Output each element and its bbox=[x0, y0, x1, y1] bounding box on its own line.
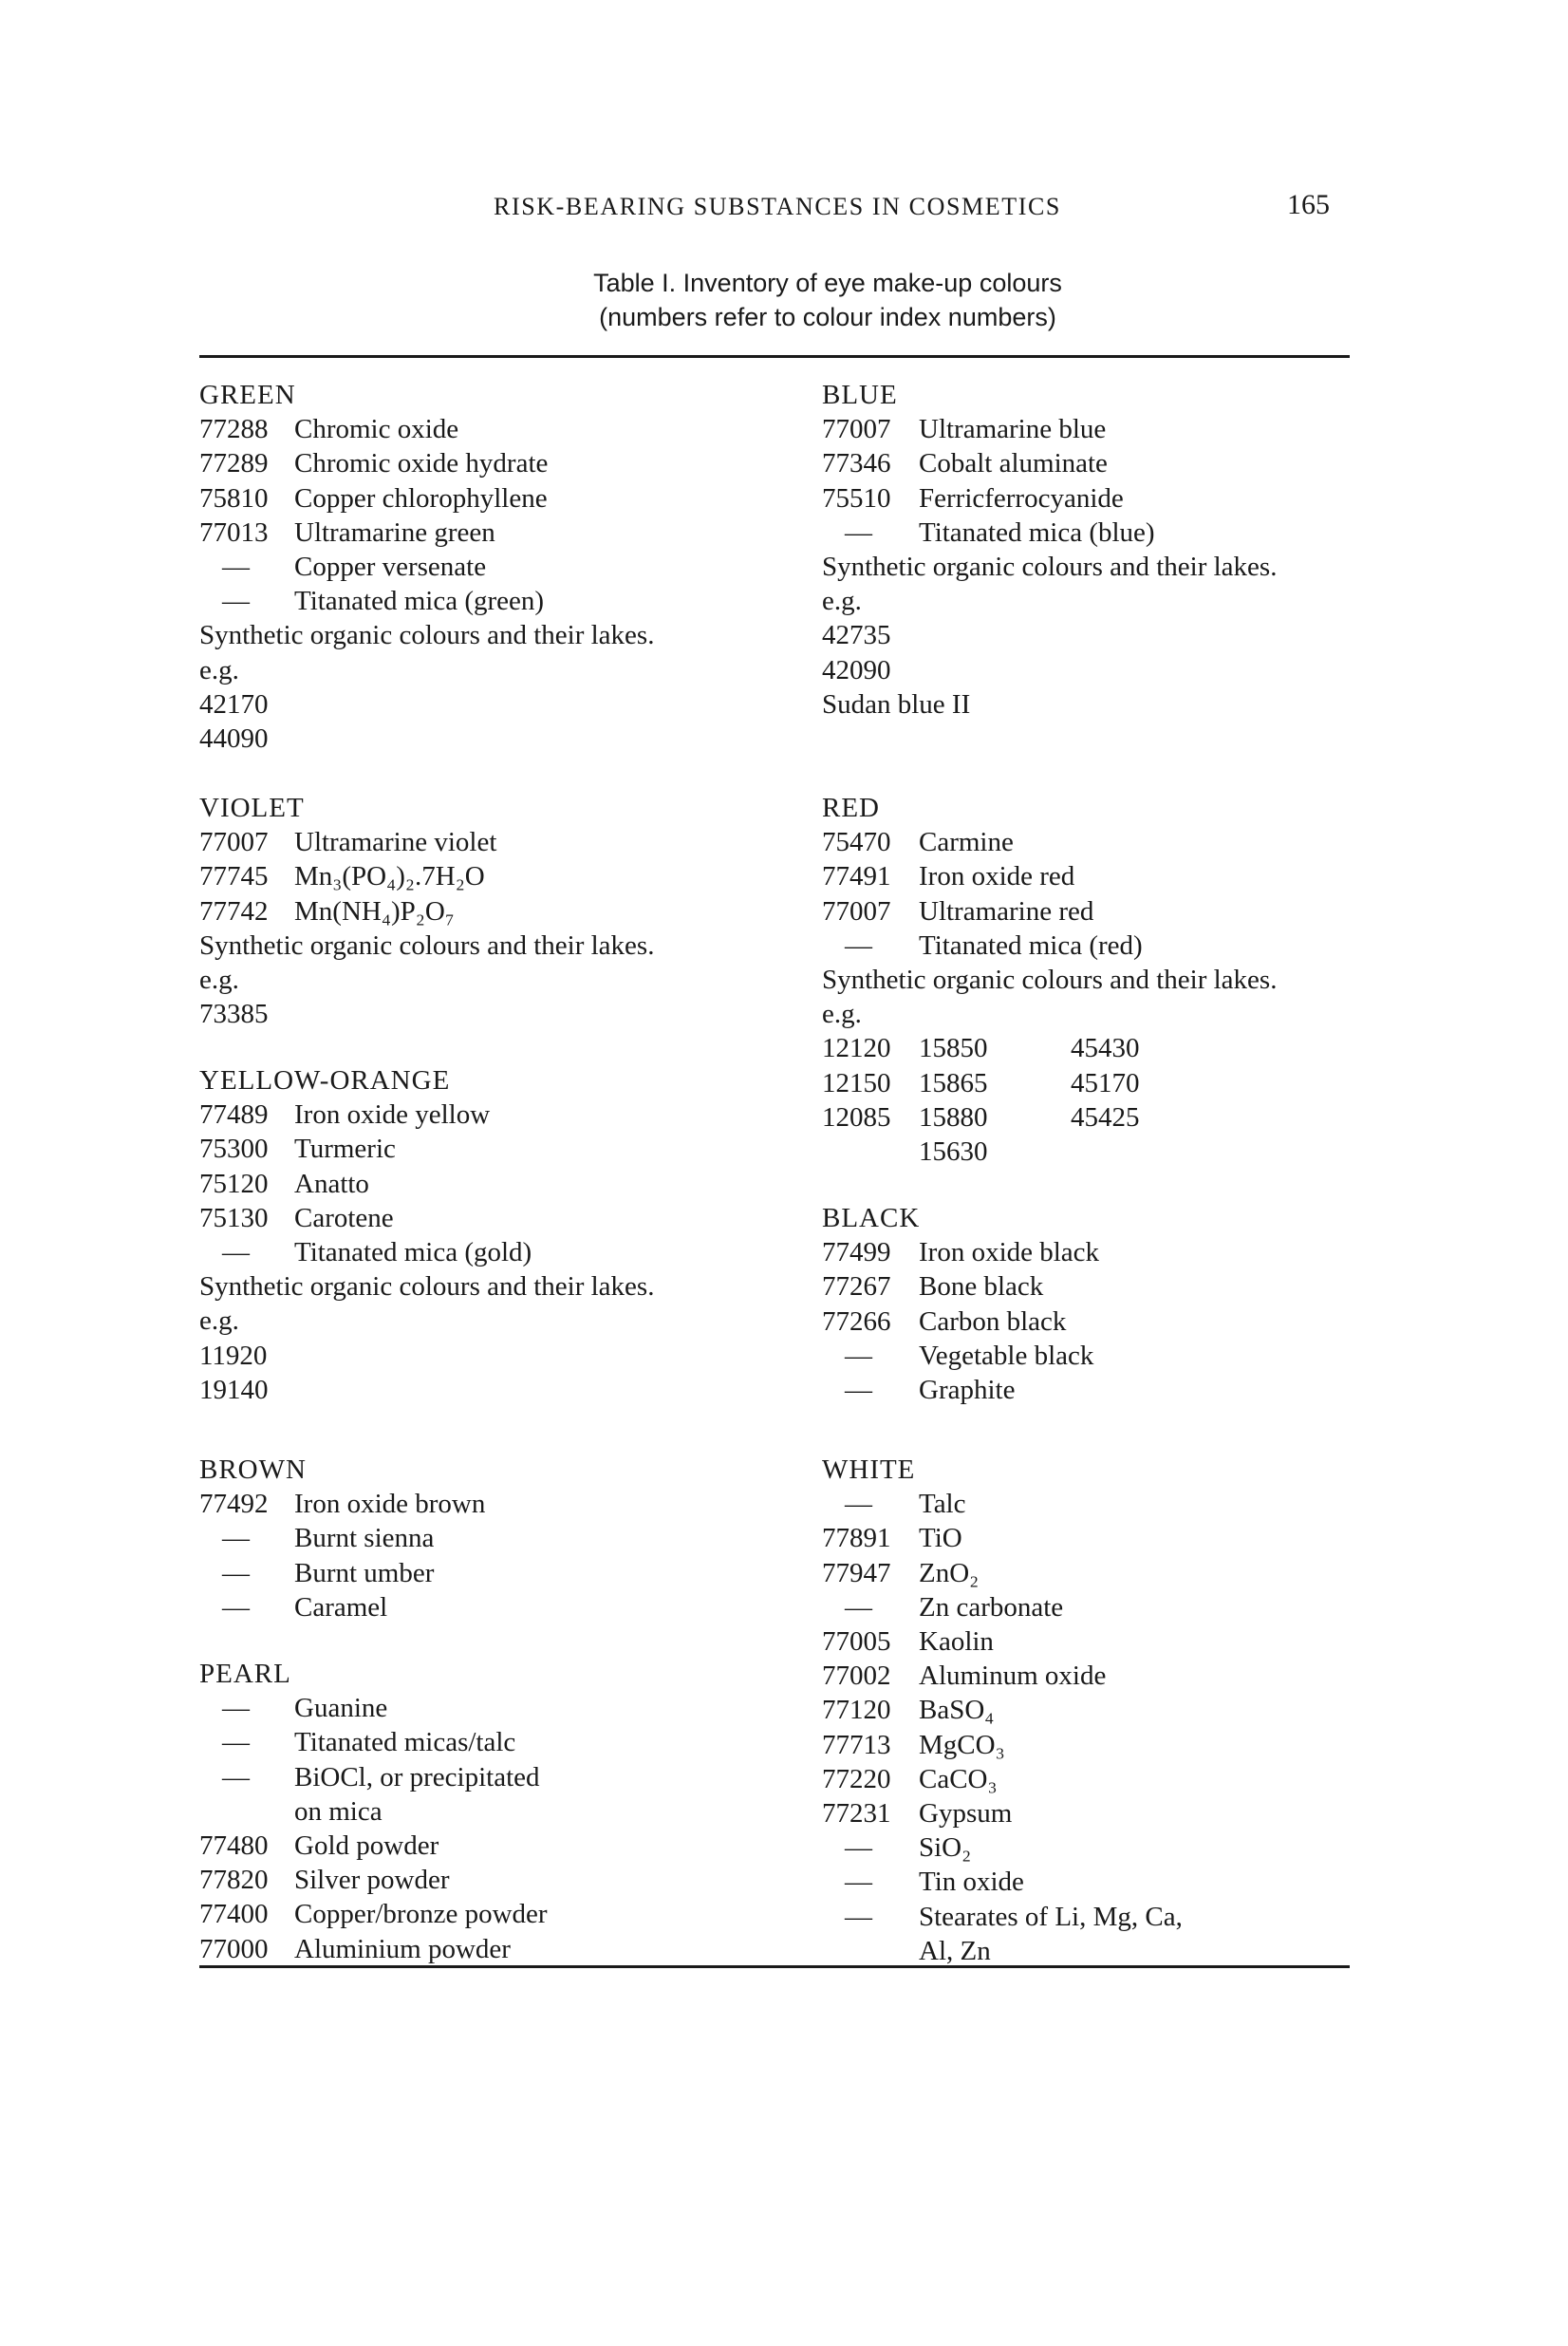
blue-item-code: 75510 bbox=[822, 482, 891, 514]
green-item-code: 75810 bbox=[199, 482, 269, 514]
white-item-code: — bbox=[845, 1489, 872, 1520]
violet-item-code: 77007 bbox=[199, 827, 269, 858]
blue-example: 42735 bbox=[822, 620, 891, 651]
yellow_orange-item-code: — bbox=[222, 1237, 250, 1267]
page-number: 165 bbox=[1287, 189, 1330, 220]
green-eg: e.g. bbox=[199, 654, 239, 685]
blue-eg: e.g. bbox=[822, 586, 862, 617]
blue-item-name: Ferricferrocyanide bbox=[919, 482, 1124, 514]
red-item-code: 75470 bbox=[822, 827, 891, 858]
black-item-name: Vegetable black bbox=[919, 1340, 1094, 1371]
red-eg: e.g. bbox=[822, 999, 862, 1030]
blue-item-name: Ultramarine blue bbox=[919, 414, 1107, 445]
yellow_orange-item-code: 75130 bbox=[199, 1202, 269, 1233]
black-item-name: Carbon black bbox=[919, 1305, 1067, 1337]
red-item-code: — bbox=[845, 929, 872, 961]
green-item-code: — bbox=[222, 586, 250, 617]
red-item-name: Ultramarine red bbox=[919, 895, 1094, 927]
black-item-code: 77499 bbox=[822, 1237, 891, 1268]
green-note: Synthetic organic colours and their lakes. bbox=[199, 620, 655, 651]
table-top-rule bbox=[199, 355, 1350, 358]
red-example: 45170 bbox=[1071, 1067, 1140, 1098]
violet-section-title: VIOLET bbox=[199, 793, 305, 823]
pearl-item-name: Aluminium powder bbox=[294, 1933, 511, 1964]
black-item-name: Bone black bbox=[919, 1271, 1044, 1303]
red-section-title: RED bbox=[822, 793, 880, 823]
pearl-item-code: — bbox=[222, 1693, 250, 1724]
running-title: RISK-BEARING SUBSTANCES IN COSMETICS bbox=[494, 193, 1061, 220]
green-example: 44090 bbox=[199, 723, 269, 754]
violet-item-name: Mn(NH₄)P₂O₇ bbox=[294, 895, 455, 927]
table-caption-line2: (numbers refer to colour index numbers) bbox=[599, 303, 1056, 331]
yellow_orange-item-name: Iron oxide yellow bbox=[294, 1099, 491, 1131]
pearl-item-name: Titanated micas/talc bbox=[294, 1727, 516, 1758]
pearl-section-title: PEARL bbox=[199, 1659, 291, 1689]
white-item-code: 77947 bbox=[822, 1557, 891, 1588]
green-item-name: Copper chlorophyllene bbox=[294, 482, 548, 514]
brown-item-name: Burnt sienna bbox=[294, 1523, 435, 1554]
violet-note: Synthetic organic colours and their lakes. bbox=[199, 929, 655, 961]
white-item-name: TiO bbox=[919, 1523, 962, 1554]
white-item-name: SiO₂ bbox=[919, 1832, 972, 1864]
green-item-name: Chromic oxide bbox=[294, 414, 459, 445]
violet-example: 73385 bbox=[199, 999, 269, 1030]
white-item-code: 77713 bbox=[822, 1729, 891, 1760]
blue-item-code: 77007 bbox=[822, 414, 891, 445]
brown-item-name: Caramel bbox=[294, 1591, 388, 1623]
brown-item-code: 77492 bbox=[199, 1489, 269, 1520]
blue-example: 42090 bbox=[822, 654, 891, 685]
green-item-code: 77289 bbox=[199, 448, 269, 479]
yellow_orange-item-code: 75300 bbox=[199, 1134, 269, 1165]
table-caption-line1: Table I. Inventory of eye make-up colours bbox=[593, 269, 1062, 297]
black-item-name: Iron oxide black bbox=[919, 1237, 1100, 1268]
yellow_orange-note: Synthetic organic colours and their lakes. bbox=[199, 1271, 655, 1303]
green-item-code: — bbox=[222, 552, 250, 582]
red-example: 45425 bbox=[1071, 1101, 1140, 1133]
yellow_orange-item-name: Turmeric bbox=[294, 1134, 396, 1165]
green-item-name: Ultramarine green bbox=[294, 516, 495, 548]
yellow_orange-eg: e.g. bbox=[199, 1305, 239, 1337]
white-item-name: Kaolin bbox=[919, 1626, 994, 1657]
green-example: 42170 bbox=[199, 688, 269, 720]
white-item-name: Tin oxide bbox=[919, 1867, 1024, 1898]
red-example: 15880 bbox=[919, 1101, 988, 1133]
yellow_orange-item-name: Anatto bbox=[294, 1168, 369, 1199]
white-item-code: 77120 bbox=[822, 1695, 891, 1726]
brown-item-code: — bbox=[222, 1591, 250, 1623]
green-item-name: Chromic oxide hydrate bbox=[294, 448, 549, 479]
brown-item-code: — bbox=[222, 1557, 250, 1588]
yellow_orange-example: 11920 bbox=[199, 1340, 268, 1371]
white-item-name: ZnO₂ bbox=[919, 1557, 980, 1588]
white-item-name: MgCO₃ bbox=[919, 1729, 1005, 1760]
black-item-code: — bbox=[845, 1340, 872, 1371]
white-item-name: Stearates of Li, Mg, Ca, bbox=[919, 1901, 1183, 1932]
white-item-name: Gypsum bbox=[919, 1798, 1013, 1829]
pearl-item-name: Silver powder bbox=[294, 1865, 450, 1896]
white-item-code: 77220 bbox=[822, 1763, 891, 1794]
pearl-item-code: 77400 bbox=[199, 1899, 269, 1930]
green-item-name: Titanated mica (green) bbox=[294, 586, 545, 617]
pearl-item-code: 77480 bbox=[199, 1830, 269, 1861]
pearl-item-name: BiOCl, or precipitated bbox=[294, 1761, 540, 1792]
yellow_orange-item-code: 77489 bbox=[199, 1099, 269, 1131]
red-item-code: 77491 bbox=[822, 861, 891, 892]
white-section-title: WHITE bbox=[822, 1455, 916, 1485]
white-item-code: 77231 bbox=[822, 1798, 891, 1829]
pearl-item-name: Guanine bbox=[294, 1693, 388, 1724]
black-item-code: 77266 bbox=[822, 1305, 891, 1337]
red-example: 12085 bbox=[822, 1101, 891, 1133]
white-item-name: BaSO₄ bbox=[919, 1695, 995, 1726]
white-item-code: — bbox=[845, 1901, 872, 1932]
blue-example: Sudan blue II bbox=[822, 688, 971, 720]
red-example: 15865 bbox=[919, 1067, 988, 1098]
red-example: 15850 bbox=[919, 1033, 988, 1064]
brown-section-title: BROWN bbox=[199, 1455, 307, 1485]
red-example: 15630 bbox=[919, 1136, 988, 1167]
green-item-code: 77288 bbox=[199, 414, 269, 445]
red-item-name: Titanated mica (red) bbox=[919, 929, 1143, 961]
green-item-name: Copper versenate bbox=[294, 552, 487, 582]
red-item-name: Carmine bbox=[919, 827, 1014, 858]
yellow_orange-section-title: YELLOW-ORANGE bbox=[199, 1065, 451, 1096]
brown-item-name: Burnt umber bbox=[294, 1557, 435, 1588]
pearl-item-code: — bbox=[222, 1761, 250, 1792]
yellow_orange-item-code: 75120 bbox=[199, 1168, 269, 1199]
white-item-name: Talc bbox=[919, 1489, 966, 1520]
white-item-name: Aluminum oxide bbox=[919, 1661, 1107, 1692]
pearl-item-name-cont: on mica bbox=[294, 1795, 383, 1827]
white-item-name: CaCO₃ bbox=[919, 1763, 998, 1794]
green-item-code: 77013 bbox=[199, 516, 269, 548]
pearl-item-code: — bbox=[222, 1727, 250, 1758]
violet-item-code: 77742 bbox=[199, 895, 269, 927]
white-item-code: 77005 bbox=[822, 1626, 891, 1657]
pearl-item-name: Copper/bronze powder bbox=[294, 1899, 548, 1930]
violet-item-code: 77745 bbox=[199, 861, 269, 892]
white-item-code: 77891 bbox=[822, 1523, 891, 1554]
pearl-item-code: 77000 bbox=[199, 1933, 269, 1964]
brown-item-name: Iron oxide brown bbox=[294, 1489, 486, 1520]
red-item-code: 77007 bbox=[822, 895, 891, 927]
black-item-code: — bbox=[845, 1375, 872, 1405]
blue-section-title: BLUE bbox=[822, 380, 898, 410]
white-item-code: — bbox=[845, 1832, 872, 1864]
violet-eg: e.g. bbox=[199, 965, 239, 995]
yellow_orange-item-name: Titanated mica (gold) bbox=[294, 1237, 532, 1267]
red-example: 12150 bbox=[822, 1067, 891, 1098]
black-item-code: 77267 bbox=[822, 1271, 891, 1303]
white-item-code: — bbox=[845, 1867, 872, 1898]
violet-item-name: Mn₃(PO₄)₂.7H₂O bbox=[294, 861, 485, 892]
pearl-item-code: 77820 bbox=[199, 1865, 269, 1896]
pearl-item-name: Gold powder bbox=[294, 1830, 439, 1861]
red-example: 12120 bbox=[822, 1033, 891, 1064]
blue-item-name: Titanated mica (blue) bbox=[919, 516, 1155, 548]
white-item-code: — bbox=[845, 1591, 872, 1623]
red-example: 45430 bbox=[1071, 1033, 1140, 1064]
blue-item-code: — bbox=[845, 516, 872, 548]
yellow_orange-item-name: Carotene bbox=[294, 1202, 394, 1233]
white-item-name-cont: Al, Zn bbox=[919, 1935, 991, 1966]
blue-note: Synthetic organic colours and their lakes. bbox=[822, 552, 1278, 582]
white-item-name: Zn carbonate bbox=[919, 1591, 1064, 1623]
black-section-title: BLACK bbox=[822, 1203, 921, 1233]
violet-item-name: Ultramarine violet bbox=[294, 827, 497, 858]
blue-item-code: 77346 bbox=[822, 448, 891, 479]
black-item-name: Graphite bbox=[919, 1375, 1016, 1405]
yellow_orange-example: 19140 bbox=[199, 1374, 269, 1405]
brown-item-code: — bbox=[222, 1523, 250, 1554]
white-item-code: 77002 bbox=[822, 1661, 891, 1692]
blue-item-name: Cobalt aluminate bbox=[919, 448, 1108, 479]
red-item-name: Iron oxide red bbox=[919, 861, 1075, 892]
red-note: Synthetic organic colours and their lakes. bbox=[822, 965, 1278, 995]
green-section-title: GREEN bbox=[199, 380, 296, 410]
